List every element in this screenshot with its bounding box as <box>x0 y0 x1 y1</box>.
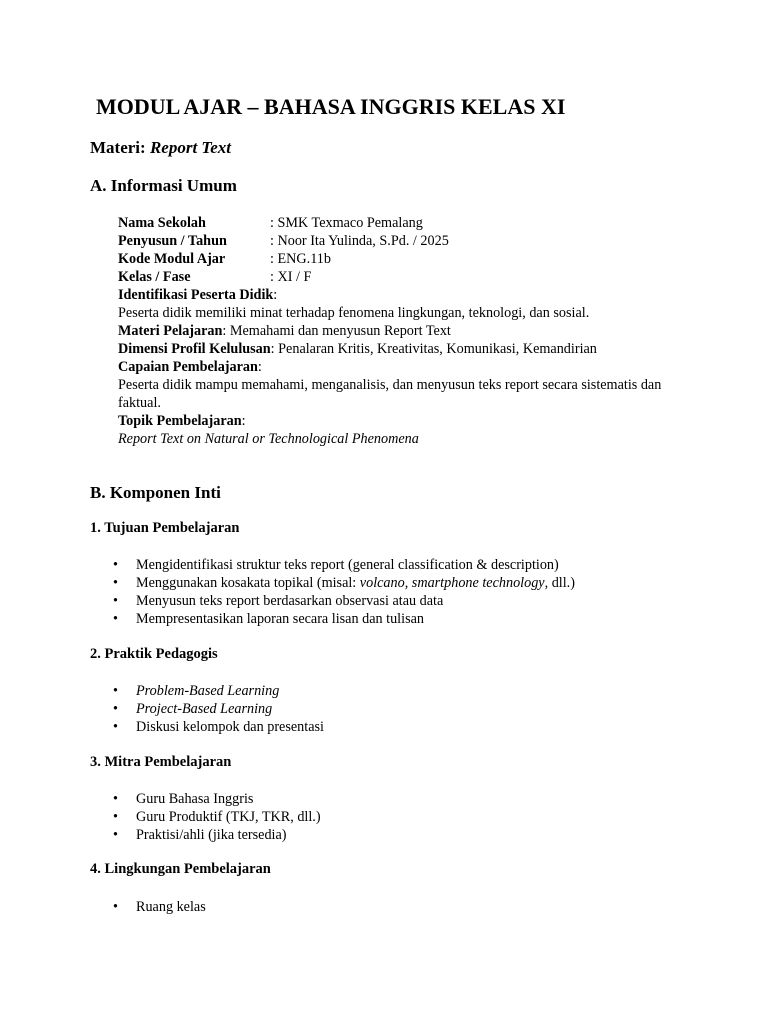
bullet-icon: • <box>113 593 118 609</box>
info-value: : ENG.11b <box>270 251 331 267</box>
list-item-text: Mempresentasikan laporan secara lisan dan tulisan <box>136 611 424 627</box>
list-item-text: Guru Bahasa Inggris <box>136 791 254 807</box>
info-value: : Noor Ita Yulinda, S.Pd. / 2025 <box>270 233 449 249</box>
info-row-nama-sekolah <box>118 214 678 232</box>
section-b-heading: B. Komponen Inti <box>90 483 221 502</box>
colon: : <box>257 359 262 375</box>
list-item <box>0 592 575 610</box>
list-item <box>0 700 324 718</box>
tujuan-heading: 1. Tujuan Pembelajaran <box>90 520 240 536</box>
list-item-text: Mengidentifikasi struktur teks report (general classification & description) <box>136 557 559 573</box>
list-item-text: Praktisi/ahli (jika tersedia) <box>136 827 287 843</box>
list-item-text: Guru Produktif (TKJ, TKR, dll.) <box>136 809 321 825</box>
dimensi-label: Dimensi Profil Kelulusan <box>118 341 271 357</box>
capaian-label: Capaian Pembelajaran <box>118 359 258 375</box>
list-item-text: Diskusi kelompok dan presentasi <box>136 719 324 735</box>
info-label: Penyusun / Tahun <box>118 233 227 249</box>
materi-pelajaran-text: : Memahami dan menyusun Report Text <box>222 323 451 339</box>
list-item-italic: volcano, smartphone technology <box>359 575 545 591</box>
info-row-penyusun <box>118 232 678 250</box>
dimensi-line <box>118 340 678 358</box>
bullet-icon: • <box>113 611 118 627</box>
topik-text: Report Text on Natural or Technological Phenomena <box>118 431 419 447</box>
bullet-icon: • <box>113 809 118 825</box>
praktik-heading: 2. Praktik Pedagogis <box>90 646 218 662</box>
list-item <box>0 718 324 736</box>
list-item <box>0 790 321 808</box>
topik-heading <box>118 412 678 430</box>
list-item <box>0 682 324 700</box>
bullet-icon: • <box>113 683 118 699</box>
list-item-text: Project-Based Learning <box>136 701 273 717</box>
list-item-text: Ruang kelas <box>136 899 206 915</box>
list-item-text: Menyusun teks report berdasarkan observasi atau data <box>136 593 444 609</box>
bullet-icon: • <box>113 791 118 807</box>
materi-label: Materi: <box>90 138 146 157</box>
informasi-umum <box>118 214 678 448</box>
info-label: Kode Modul Ajar <box>118 251 226 267</box>
mitra-heading: 3. Mitra Pembelajaran <box>90 754 232 770</box>
praktik-list <box>0 682 324 736</box>
topik-label: Topik Pembelajaran <box>118 413 242 429</box>
identifikasi-text: Peserta didik memiliki minat terhadap fenomena lingkungan, teknologi, dan sosial. <box>118 305 590 321</box>
capaian-text: Peserta didik mampu memahami, menganalisis, dan menyusun teks report secara sistematis dan faktual. <box>118 377 662 411</box>
tujuan-list <box>0 556 575 628</box>
document-title: MODUL AJAR – BAHASA INGGRIS KELAS XI <box>96 94 566 119</box>
bullet-icon: • <box>113 701 118 717</box>
materi-value: Report Text <box>149 138 232 157</box>
dimensi-text: : Penalaran Kritis, Kreativitas, Komunikasi, Kemandirian <box>270 341 597 357</box>
colon: : <box>273 287 278 303</box>
lingkungan-list <box>0 898 206 916</box>
list-item <box>0 898 206 916</box>
info-row-kode-modul <box>118 250 678 268</box>
list-item <box>0 826 321 844</box>
section-a-heading: A. Informasi Umum <box>90 176 237 195</box>
colon: : <box>241 413 246 429</box>
identifikasi-label: Identifikasi Peserta Didik <box>118 287 274 303</box>
list-item <box>0 610 575 628</box>
capaian-heading <box>118 358 678 376</box>
mitra-list <box>0 790 321 844</box>
list-item-text: , dll.) <box>544 575 575 591</box>
identifikasi-heading <box>118 286 678 304</box>
list-item-text: Problem-Based Learning <box>136 683 280 699</box>
lingkungan-heading: 4. Lingkungan Pembelajaran <box>90 861 271 877</box>
list-item <box>0 574 575 592</box>
info-label: Kelas / Fase <box>118 269 191 285</box>
bullet-icon: • <box>113 827 118 843</box>
list-item-text: Menggunakan kosakata topikal (misal: <box>136 575 360 591</box>
bullet-icon: • <box>113 899 118 915</box>
materi-line <box>90 138 231 158</box>
info-label: Nama Sekolah <box>118 215 206 231</box>
list-item <box>0 808 321 826</box>
list-item <box>0 556 575 574</box>
info-value: : SMK Texmaco Pemalang <box>270 215 423 231</box>
materi-pelajaran-line <box>118 322 678 340</box>
bullet-icon: • <box>113 557 118 573</box>
bullet-icon: • <box>113 575 118 591</box>
materi-pelajaran-label: Materi Pelajaran <box>118 323 223 339</box>
info-value: : XI / F <box>270 269 312 285</box>
info-row-kelas-fase <box>118 268 678 286</box>
bullet-icon: • <box>113 719 118 735</box>
